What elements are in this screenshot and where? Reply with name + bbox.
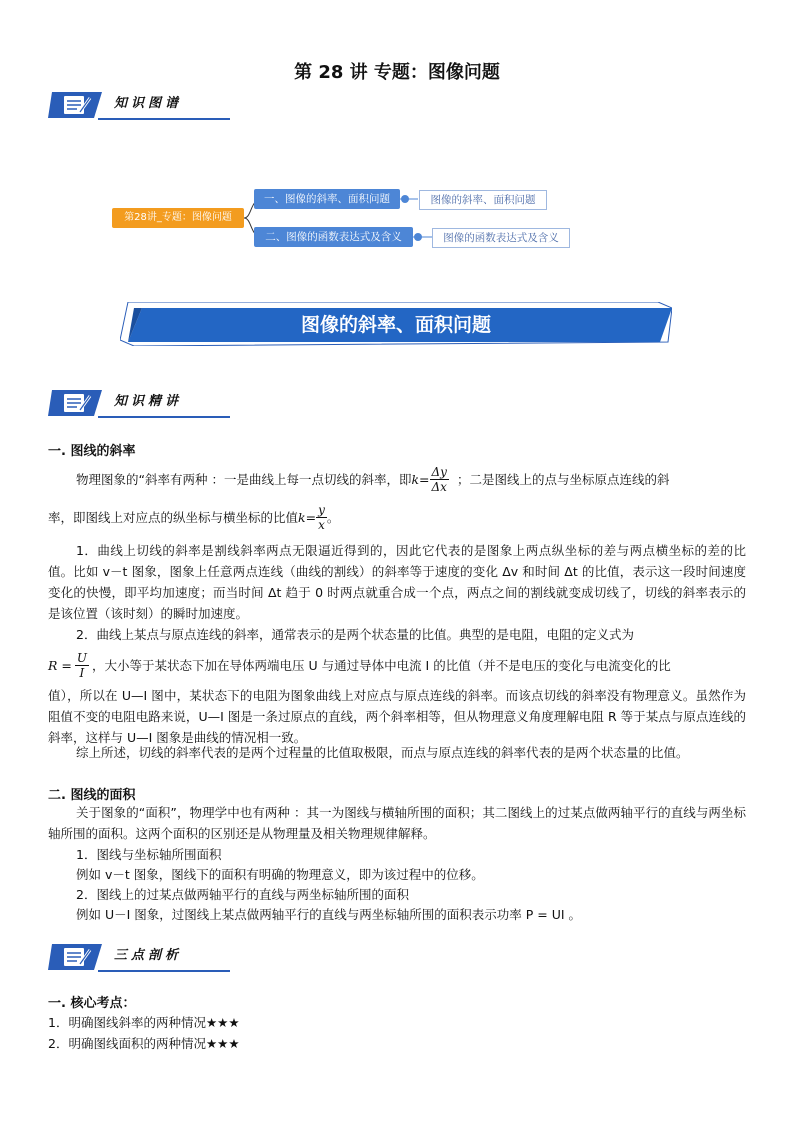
sec1-paragraph-1 — [48, 460, 746, 536]
section-badge-analysis — [48, 940, 230, 974]
text: 。 — [326, 509, 340, 525]
section-banner — [120, 302, 672, 346]
fraction-numerator: Δy — [431, 464, 447, 479]
formula-fraction — [430, 465, 449, 494]
sec1-paragraph-2: 1．曲线上切线的斜率是割线斜率两点无限逼近得到的，因此它代表的是图象上两点纵坐标的差与两点横坐标的差的比值。比如 v－t 图象，图象上任意两点连线（曲线的割线）的斜率等于速度的变化 Δv 和时间 Δt 的比值，表示这一段时间速度变化的快慢，即平均加速度；而当时间 Δt 趋于 0 时两点就重合成一个点，两点之间的割线就变成切线了，切线的斜率表示的是该位置（该时刻）的瞬时加速度。 — [48, 543, 746, 621]
divider — [98, 970, 230, 972]
fraction-denominator: x — [318, 517, 325, 532]
text: ，大小等于某状态下加在导体两端电压 U 与通过导体中电流 I 的比值（并不是电压的变化与电流变化的比 — [91, 657, 671, 673]
sec2-item-1-desc: 例如 v－t 图象，图线下的面积有明确的物理意义，即为该过程中的位移。 — [76, 867, 484, 882]
notepad-icon — [48, 940, 106, 974]
text: 物理图象的“斜率有两种 ：一是曲线上每一点切线的斜率，即 — [76, 471, 412, 487]
fraction-numerator: U — [76, 650, 87, 665]
sec1-paragraph-3 — [48, 624, 746, 748]
mindmap-child-1: 图像的斜率、面积问题 — [419, 190, 547, 210]
notepad-icon — [48, 386, 106, 420]
fraction-denominator: Δx — [431, 479, 447, 494]
sec2-item-2-desc: 例如 U－I 图象，过图线上某点做两轴平行的直线与两坐标轴所围的面积表示功率 P = UI 。 — [76, 907, 582, 922]
divider — [98, 416, 230, 418]
section-badge-label: 知识精讲 — [114, 394, 183, 409]
fraction-denominator: I — [79, 665, 85, 680]
mindmap-dot — [414, 233, 422, 241]
section-heading: 一. 图线的斜率 — [48, 444, 136, 459]
list-item: 1．明确图线斜率的两种情况★★★ — [48, 1015, 240, 1030]
formula-k: k= — [411, 471, 430, 487]
formula-fraction — [316, 503, 327, 532]
section-heading: 一. 核心考点： — [48, 996, 136, 1011]
sec2-paragraph-1: 关于图象的“面积”，物理学中也有两种 ：其一为图线与横轴所围的面积；其二图线上的过某点做两轴平行的直线与两坐标轴所围的面积。这两个面积的区别还是从物理量及相关物理规律解释。 — [48, 805, 746, 841]
fraction-numerator: y — [318, 502, 325, 517]
section-badge-label: 三点剖析 — [114, 948, 183, 963]
mindmap-branch-2: 二、图像的函数表达式及含义 — [254, 227, 413, 247]
section-badge-explain — [48, 386, 230, 420]
mindmap-dot — [401, 195, 409, 203]
text: ；二是图线上的点与坐标原点连线的斜 — [456, 471, 670, 487]
mindmap-branch-1: 一、图像的斜率、面积问题 — [254, 189, 400, 209]
mindmap-root: 第28讲_专题：图像问题 — [112, 208, 244, 228]
sec2-item-2: 2．图线上的过某点做两轴平行的直线与两坐标轴所围的面积 — [76, 887, 409, 902]
section-badge-label: 知识图谱 — [114, 96, 183, 111]
formula-k: k= — [298, 509, 317, 525]
page-title: 第 28 讲 专题：图像问题 — [294, 62, 500, 83]
text: 2．曲线上某点与原点连线的斜率，通常表示的是两个状态量的比值。典型的是电阻，电阻的定义式为 — [76, 627, 634, 642]
formula-fraction — [75, 651, 89, 680]
sec2-item-1: 1．图线与坐标轴所围面积 — [76, 847, 222, 862]
text: 率，即图线上对应点的纵坐标与横坐标的比值 — [48, 509, 299, 525]
text: 值），所以在 U—I 图中，某状态下的电阻为图象曲线上对应点与原点连线的斜率。而该点切线的斜率没有物理意义。虽然作为阻值不变的电阻电路来说，U—I 图是一条过原点的直线，两个斜率相等，但从物理意义角度理解电阻 R 等于某点与原点连线的斜率，这样与 U—I 图象是曲线的情况相一致。 — [48, 688, 746, 745]
sec1-paragraph-4: 综上所述，切线的斜率代表的是两个过程量的比值取极限，而点与原点连线的斜率代表的是两个状态量的比值。 — [76, 745, 689, 760]
formula-r: R = — [48, 657, 72, 673]
section-heading: 二. 图线的面积 — [48, 788, 136, 803]
mindmap-child-2: 图像的函数表达式及含义 — [432, 228, 570, 248]
banner-title: 图像的斜率、面积问题 — [300, 314, 491, 336]
list-item: 2．明确图线面积的两种情况★★★ — [48, 1036, 240, 1051]
